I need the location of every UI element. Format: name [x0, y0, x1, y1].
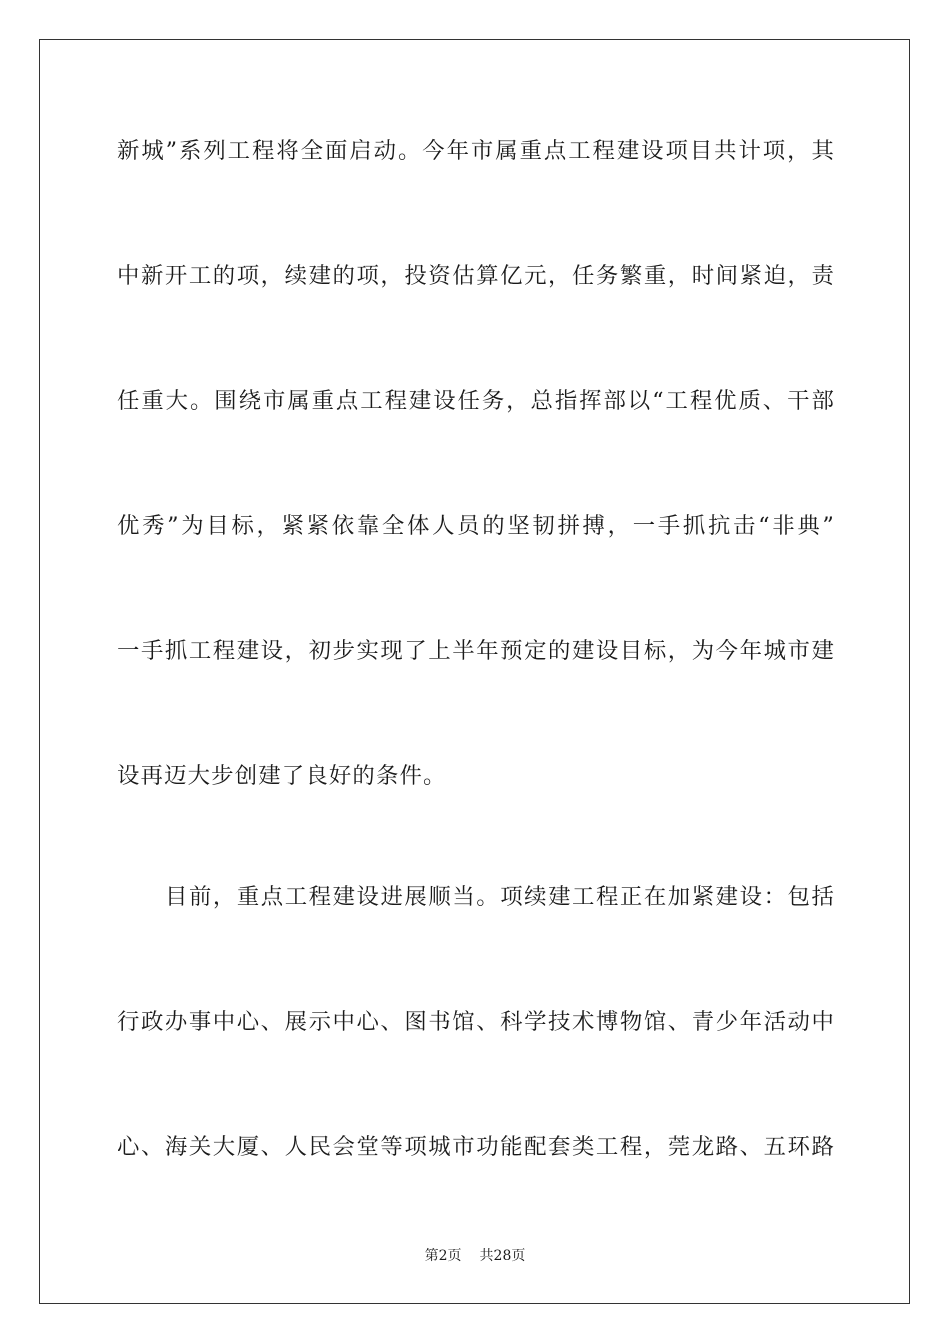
- text-line-9: 心、海关大厦、人民会堂等项城市功能配套类工程，莞龙路、五环路: [117, 1134, 835, 1160]
- text-line-3: 任重大。围绕市属重点工程建设任务，总指挥部以“工程优质、干部: [117, 388, 835, 414]
- page-total: 共28页: [479, 1248, 526, 1264]
- page-number: 第2页: [424, 1248, 462, 1264]
- text-line-7: 目前，重点工程建设进展顺当。项续建工程正在加紧建设：包括: [165, 884, 835, 910]
- text-line-8: 行政办事中心、展示中心、图书馆、科学技术博物馆、青少年活动中: [117, 1009, 835, 1035]
- text-line-6: 设再迈大步创建了良好的条件。: [117, 763, 447, 789]
- text-line-4: 优秀”为目标，紧紧依靠全体人员的坚韧拼搏，一手抓抗击“非典”: [117, 513, 835, 539]
- text-line-2: 中新开工的项，续建的项，投资估算亿元，任务繁重，时间紧迫，责: [117, 263, 835, 289]
- text-line-1: 新城”系列工程将全面启动。今年市属重点工程建设项目共计项，其: [117, 138, 835, 164]
- text-line-5: 一手抓工程建设，初步实现了上半年预定的建设目标，为今年城市建: [117, 638, 835, 664]
- page-border: [39, 39, 910, 1304]
- page-footer: [0, 1246, 950, 1266]
